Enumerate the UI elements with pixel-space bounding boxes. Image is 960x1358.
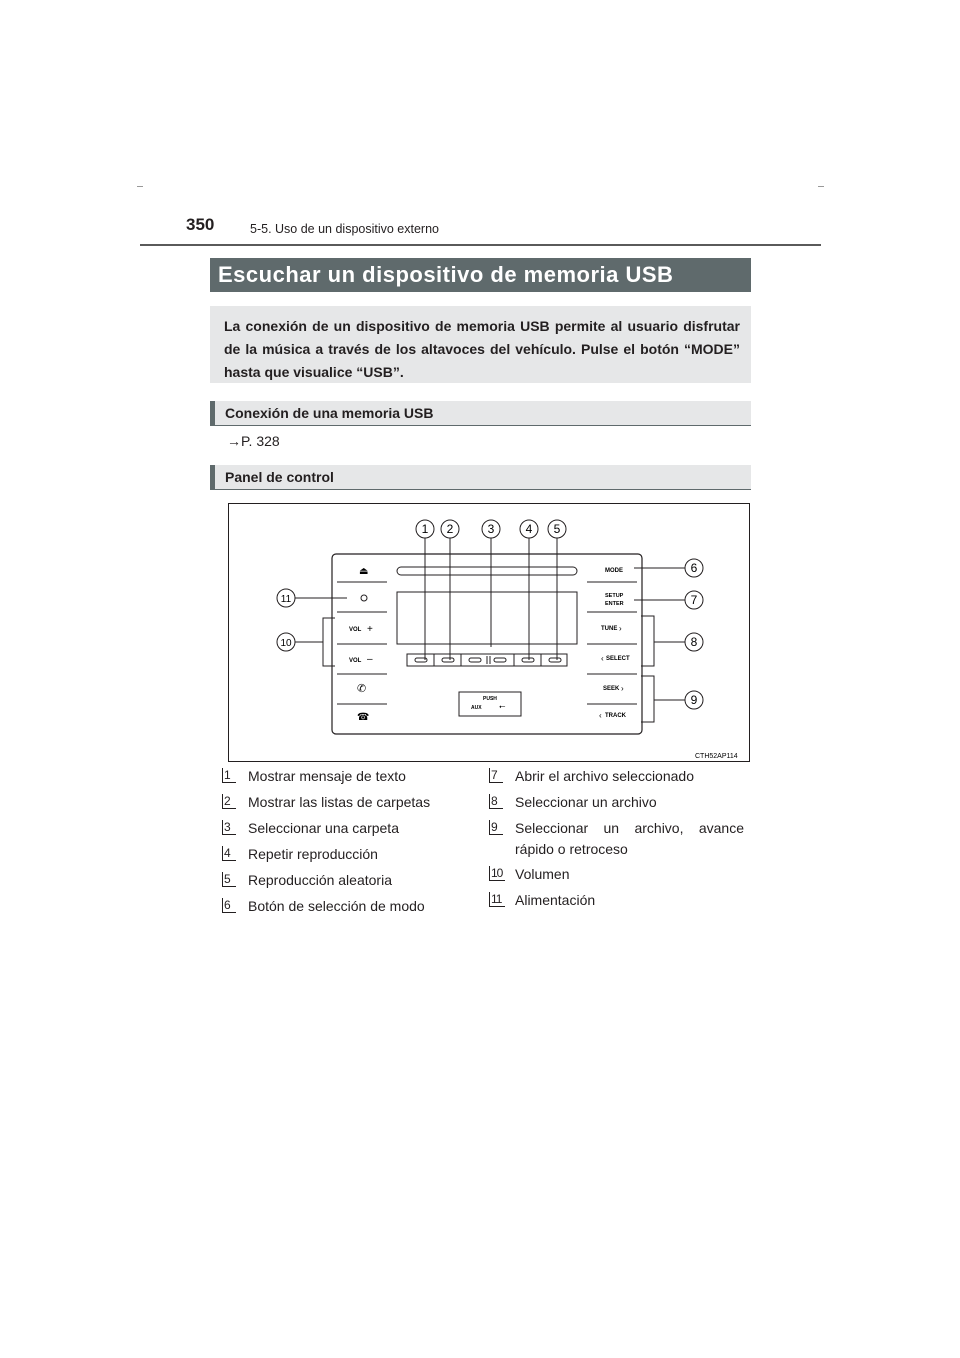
connection-heading: Conexión de una memoria USB xyxy=(210,401,751,426)
control-panel-diagram xyxy=(229,504,749,761)
legend-item-2 xyxy=(222,792,430,813)
callout-10: 10 xyxy=(280,638,292,649)
hangup-icon: ☎ xyxy=(357,712,370,723)
tune-label: TUNE xyxy=(601,626,618,632)
callout-3: 3 xyxy=(487,522,495,536)
callout-7: 7 xyxy=(690,593,698,607)
usb-icon: ⭠ xyxy=(499,702,506,711)
chevron-left-icon: ‹ xyxy=(599,711,602,720)
legend-text: Alimentación xyxy=(515,892,596,908)
legend-text: Mostrar las listas de carpetas xyxy=(248,794,431,810)
legend-number: 11 xyxy=(489,892,505,907)
enter-label: ENTER xyxy=(605,601,624,607)
legend-text: Seleccionar una carpeta xyxy=(248,820,399,836)
legend-text: Reproducción aleatoria xyxy=(248,872,392,888)
legend-number: 2 xyxy=(222,794,236,809)
legend-item-6 xyxy=(222,896,425,917)
page-title: Escuchar un dispositivo de memoria USB xyxy=(210,258,751,292)
phone-icon: ✆ xyxy=(357,683,367,695)
crop-mark-right xyxy=(818,186,824,187)
legend-item-5 xyxy=(222,870,392,891)
callout-8: 8 xyxy=(690,635,698,649)
legend-item-8 xyxy=(489,792,744,813)
top-leader-lines xyxy=(425,538,557,660)
legend-text: Mostrar mensaje de texto xyxy=(248,768,406,784)
callout-11: 11 xyxy=(280,594,292,605)
callout-5: 5 xyxy=(553,522,561,536)
legend-number: 1 xyxy=(222,768,236,783)
panel-heading: Panel de control xyxy=(210,465,751,490)
control-panel-figure xyxy=(228,503,750,762)
vol-minus-label: VOL xyxy=(349,658,362,664)
legend-text: Abrir el archivo seleccionado xyxy=(515,768,694,784)
legend-number: 10 xyxy=(489,866,505,881)
legend-item-7 xyxy=(489,766,744,787)
left-leader-lines xyxy=(295,598,347,666)
header-rule xyxy=(140,244,821,246)
callout-9: 9 xyxy=(690,693,698,707)
legend-item-9 xyxy=(489,818,744,860)
mode-label: MODE xyxy=(605,568,623,574)
section-breadcrumb: 5-5. Uso de un dispositivo externo xyxy=(250,222,439,236)
display-screen xyxy=(397,592,577,644)
callout-2: 2 xyxy=(446,522,454,536)
plus-icon: + xyxy=(367,624,373,635)
track-label: TRACK xyxy=(605,713,626,719)
legend-number: 7 xyxy=(489,768,503,783)
legend-text: Seleccionar un archivo xyxy=(515,794,657,810)
cd-slot xyxy=(397,567,577,575)
chevron-right-icon: › xyxy=(619,624,622,633)
crop-mark-left xyxy=(137,186,143,187)
legend-number: 8 xyxy=(489,794,503,809)
page-reference-link[interactable]: →P. 328 xyxy=(227,433,280,449)
select-label: SELECT xyxy=(606,656,630,662)
legend-text: Seleccionar un archivo, avance rápido o retroceso xyxy=(515,820,744,857)
intro-text: La conexión de un dispositivo de memoria USB permite al usuario disfrutar de la música a través de los altavoces del vehículo. Pulse el botón “MODE” hasta que visualice “USB”. xyxy=(224,318,740,380)
preset-buttons-row xyxy=(407,654,567,666)
legend-number: 9 xyxy=(489,820,503,835)
seek-label: SEEK xyxy=(603,686,620,692)
vol-plus-label: VOL xyxy=(349,627,362,633)
chevron-left-icon: ‹ xyxy=(601,654,604,663)
push-label: PUSH xyxy=(483,696,497,702)
minus-icon: – xyxy=(367,654,373,665)
legend-text: Repetir reproducción xyxy=(248,846,378,862)
figure-code: CTH52AP114 xyxy=(695,753,738,760)
callout-1: 1 xyxy=(421,522,429,536)
legend-item-11 xyxy=(489,890,744,911)
eject-icon: ⏏ xyxy=(359,566,369,577)
callout-markers xyxy=(277,520,703,709)
legend-number: 4 xyxy=(222,846,236,861)
legend-item-10 xyxy=(489,864,744,885)
legend-text: Volumen xyxy=(515,866,570,882)
legend-item-3 xyxy=(222,818,399,839)
chevron-right-icon: › xyxy=(621,684,624,693)
legend-number: 3 xyxy=(222,820,236,835)
legend-item-4 xyxy=(222,844,378,865)
setup-label: SETUP xyxy=(605,593,624,599)
legend-number: 6 xyxy=(222,898,236,913)
legend-text: Botón de selección de modo xyxy=(248,898,425,914)
aux-label: AUX xyxy=(471,705,482,711)
page-number: 350 xyxy=(186,215,215,234)
legend-item-1 xyxy=(222,766,406,787)
power-icon xyxy=(361,595,367,601)
callout-6: 6 xyxy=(690,561,698,575)
callout-4: 4 xyxy=(525,522,533,536)
intro-box xyxy=(210,306,751,383)
legend-number: 5 xyxy=(222,872,236,887)
